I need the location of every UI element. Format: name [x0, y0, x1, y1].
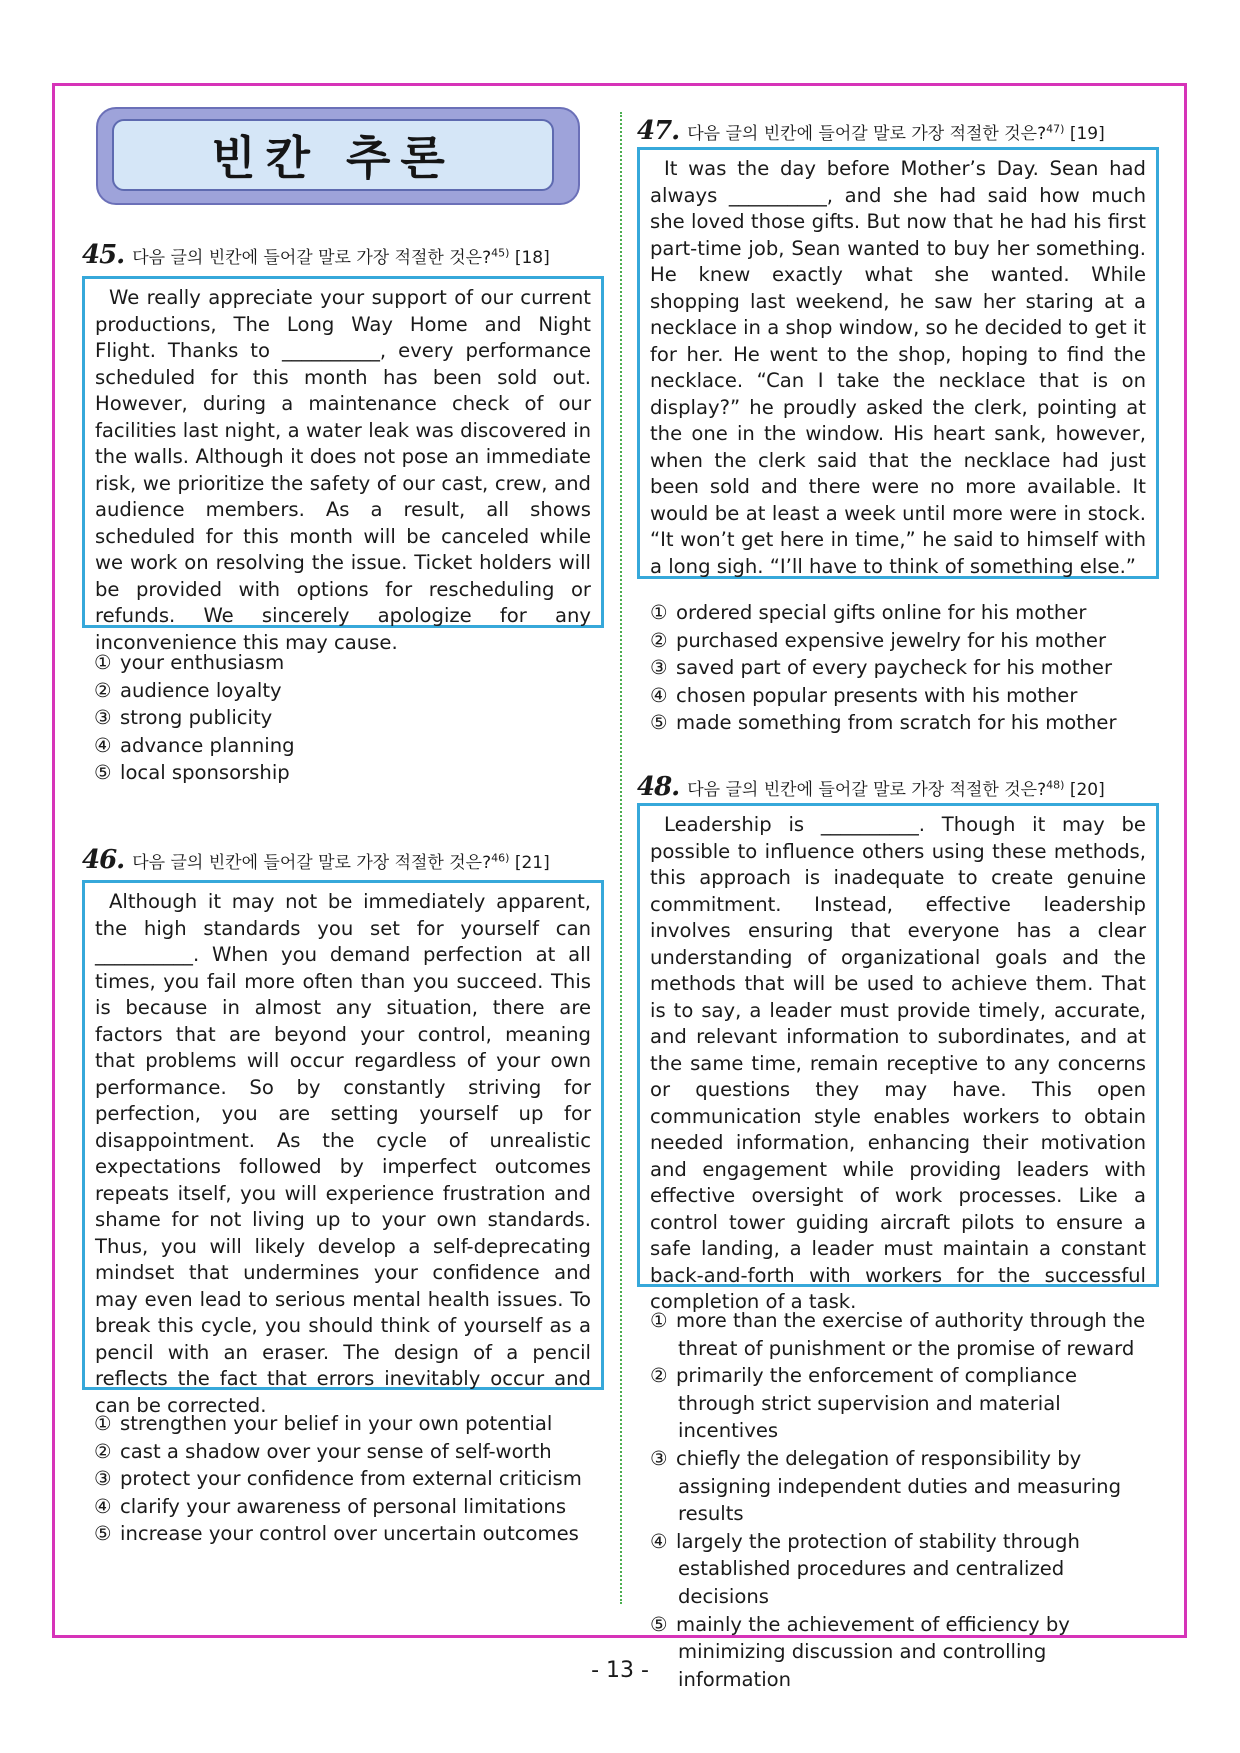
passage-box: [82, 880, 604, 1417]
choice-number: ①: [650, 1309, 668, 1332]
choice-number: ④: [650, 1529, 668, 1553]
question-header: [82, 845, 550, 875]
choice-number: ⑤: [94, 1522, 112, 1546]
answer-choice[interactable]: [94, 1465, 604, 1493]
choice-text: chosen popular presents with his mother: [676, 683, 1078, 707]
question-header: [637, 772, 1105, 802]
choice-text: local sponsorship: [120, 761, 290, 785]
answer-choice[interactable]: [94, 1410, 604, 1438]
choice-number: ④: [650, 683, 668, 707]
answer-choice[interactable]: [94, 649, 604, 677]
choice-text: strengthen your belief in your own potential: [120, 1412, 553, 1435]
answer-choice[interactable]: [650, 1528, 1160, 1611]
question-code: [20]: [1069, 780, 1105, 800]
question-code: [19]: [1069, 124, 1105, 144]
passage-text: Although it may not be immediately apparent, the high standards you set for yourself can __________. When you demand perfection at all times, you fail more often than you succeed. This is because in almost any situation, there are factors that are beyond your control, meaning that problems will occur regardless of your own performance. So by constantly striving for perfection, you are setting yourself up for disappointment. As the cycle of unrealistic expectations followed by imperfect outcomes repeats itself, you will experience frustration and shame for not living up to your own standards. Thus, you will likely develop a self-deprecating mindset that undermines your confidence and may even lead to serious mental health issues. To break this cycle, you should think of yourself as a pencil with an eraser. The design of a pencil reflects the fact that errors inevitably occur and can be corrected.: [95, 890, 591, 1417]
answer-choice[interactable]: [650, 1362, 1160, 1445]
choice-number: ①: [650, 601, 668, 624]
choice-number: ⑤: [650, 711, 668, 735]
answer-choices: [94, 1410, 604, 1548]
choice-number: ①: [94, 1412, 112, 1435]
choice-number: ⑤: [650, 1612, 668, 1636]
choice-text: ordered special gifts online for his mother: [676, 601, 1087, 624]
choice-number: ③: [94, 1467, 112, 1491]
section-banner: [96, 107, 580, 205]
passage-text: Leadership is __________. Though it may be possible to influence others using these methods, this approach is inadequate to create genuine commitment. Instead, effective leadership involves ensuring that everyone has a clear understanding of organizational goals and the methods that will be used to achieve them. That is to say, a leader must provide timely, accurate, and relevant information to subordinates, and at the same time, remain receptive to any concerns or questions they may have. This open communication style enables workers to obtain needed information, enhancing their motivation and engagement while providing leaders with effective oversight of work processes. Like a control tower guiding aircraft pilots to ensure a safe landing, a leader must maintain a constant back-and-forth with workers for the successful completion of a task.: [650, 813, 1146, 1313]
answer-choice[interactable]: [94, 704, 604, 732]
choice-text: chiefly the delegation of responsibility by assigning independent duties and measuring results: [676, 1446, 1122, 1526]
answer-choices: [94, 649, 604, 787]
answer-choice[interactable]: [94, 1438, 604, 1466]
choice-text: made something from scratch for his mother: [676, 711, 1117, 735]
choice-text: purchased expensive jewelry for his mother: [676, 628, 1107, 652]
passage-box: [637, 147, 1159, 579]
answer-choice[interactable]: [650, 599, 1160, 627]
page-number: - 13 -: [591, 1658, 649, 1683]
choice-text: protect your confidence from external criticism: [120, 1467, 582, 1491]
question-number: 48.: [637, 772, 680, 802]
choice-number: ④: [94, 733, 112, 757]
choice-text: more than the exercise of authority through the threat of punishment or the promise of reward: [676, 1309, 1146, 1360]
choice-number: ④: [94, 1494, 112, 1518]
answer-choice[interactable]: [94, 1520, 604, 1548]
choice-text: strong publicity: [120, 706, 273, 730]
question-code: [21]: [514, 853, 550, 873]
answer-choice[interactable]: [650, 627, 1160, 655]
choice-text: audience loyalty: [120, 678, 282, 702]
choice-text: your enthusiasm: [120, 651, 285, 674]
question-number: 45.: [82, 240, 125, 270]
footnote-marker: 45): [491, 246, 510, 260]
question-prompt: 다음 글의 빈칸에 들어갈 말로 가장 적절한 것은?: [132, 248, 492, 268]
answer-choice[interactable]: [94, 759, 604, 787]
choice-number: ③: [94, 706, 112, 730]
answer-choice[interactable]: [94, 1493, 604, 1521]
answer-choices: [650, 599, 1160, 737]
choice-number: ②: [94, 1439, 112, 1463]
footnote-marker: 47): [1046, 122, 1065, 136]
passage-text: It was the day before Mother’s Day. Sean had always __________, and she had said how much she loved those gifts. But now that he had his first part-time job, Sean wanted to buy her something. He knew exactly what she wanted. While shopping last weekend, he saw her staring at a necklace in a shop window, so he decided to get it for her. He went to the shop, hoping to find the necklace. “Can I take the necklace that is on display?” he proudly asked the clerk, pointing at the one in the window. His heart sank, however, when the clerk said that the necklace had just been sold and there were no more available. It would be at least a week until more were in stock. “It won’t get here in time,” he said to himself with a long sigh. “I’ll have to think of something else.”: [650, 157, 1146, 578]
choice-number: ③: [650, 656, 668, 680]
question-prompt: 다음 글의 빈칸에 들어갈 말로 가장 적절한 것은?: [132, 853, 492, 873]
answer-choice[interactable]: [94, 677, 604, 705]
choice-text: increase your control over uncertain outcomes: [120, 1522, 579, 1546]
column-divider: [620, 112, 622, 1604]
question-number: 46.: [82, 845, 125, 875]
passage-box: [637, 803, 1159, 1313]
passage-text: We really appreciate your support of our current productions, The Long Way Home and Night Flight. Thanks to __________, every performance scheduled for this month has been sold out. However, during a maintenance check of our facilities last night, a water leak was discovered in the walls. Although it does not pose an immediate risk, we prioritize the safety of our cast, crew, and audience members. As a result, all shows scheduled for this month will be canceled while we work on resolving the issue. Ticket holders will be provided with options for rescheduling or refunds. We sincerely apologize for any inconvenience this may cause.: [95, 286, 591, 654]
answer-choice[interactable]: [650, 709, 1160, 737]
question-prompt: 다음 글의 빈칸에 들어갈 말로 가장 적절한 것은?: [687, 780, 1047, 800]
answer-choice[interactable]: [650, 1445, 1160, 1528]
choice-text: saved part of every paycheck for his mother: [676, 656, 1113, 680]
question-header: [82, 240, 550, 270]
section-title: 빈칸 추론: [211, 131, 455, 185]
passage-box: [82, 276, 604, 654]
answer-choice[interactable]: [650, 654, 1160, 682]
choice-number: ⑤: [94, 761, 112, 785]
question-prompt: 다음 글의 빈칸에 들어갈 말로 가장 적절한 것은?: [687, 124, 1047, 144]
section-banner-inner: [112, 119, 554, 191]
choice-number: ①: [94, 651, 112, 674]
answer-choice[interactable]: [650, 682, 1160, 710]
footnote-marker: 48): [1046, 778, 1065, 792]
choice-number: ②: [650, 1364, 668, 1388]
question-header: [637, 116, 1105, 146]
question-code: [18]: [514, 248, 550, 268]
choice-number: ③: [650, 1446, 668, 1470]
answer-choice[interactable]: [650, 1307, 1160, 1362]
footnote-marker: 46): [491, 851, 510, 865]
question-number: 47.: [637, 116, 680, 146]
choice-text: primarily the enforcement of compliance through strict supervision and material incentives: [676, 1364, 1078, 1443]
choice-number: ②: [650, 628, 668, 652]
choice-text: advance planning: [120, 733, 295, 757]
choice-text: mainly the achievement of efficiency by minimizing discussion and controlling information: [676, 1612, 1070, 1691]
answer-choice[interactable]: [94, 732, 604, 760]
choice-text: cast a shadow over your sense of self-worth: [120, 1439, 552, 1463]
choice-number: ②: [94, 678, 112, 702]
answer-choices: [650, 1307, 1160, 1693]
choice-text: largely the protection of stability through established procedures and centralized decisions: [676, 1529, 1080, 1608]
choice-text: clarify your awareness of personal limitations: [120, 1494, 567, 1518]
